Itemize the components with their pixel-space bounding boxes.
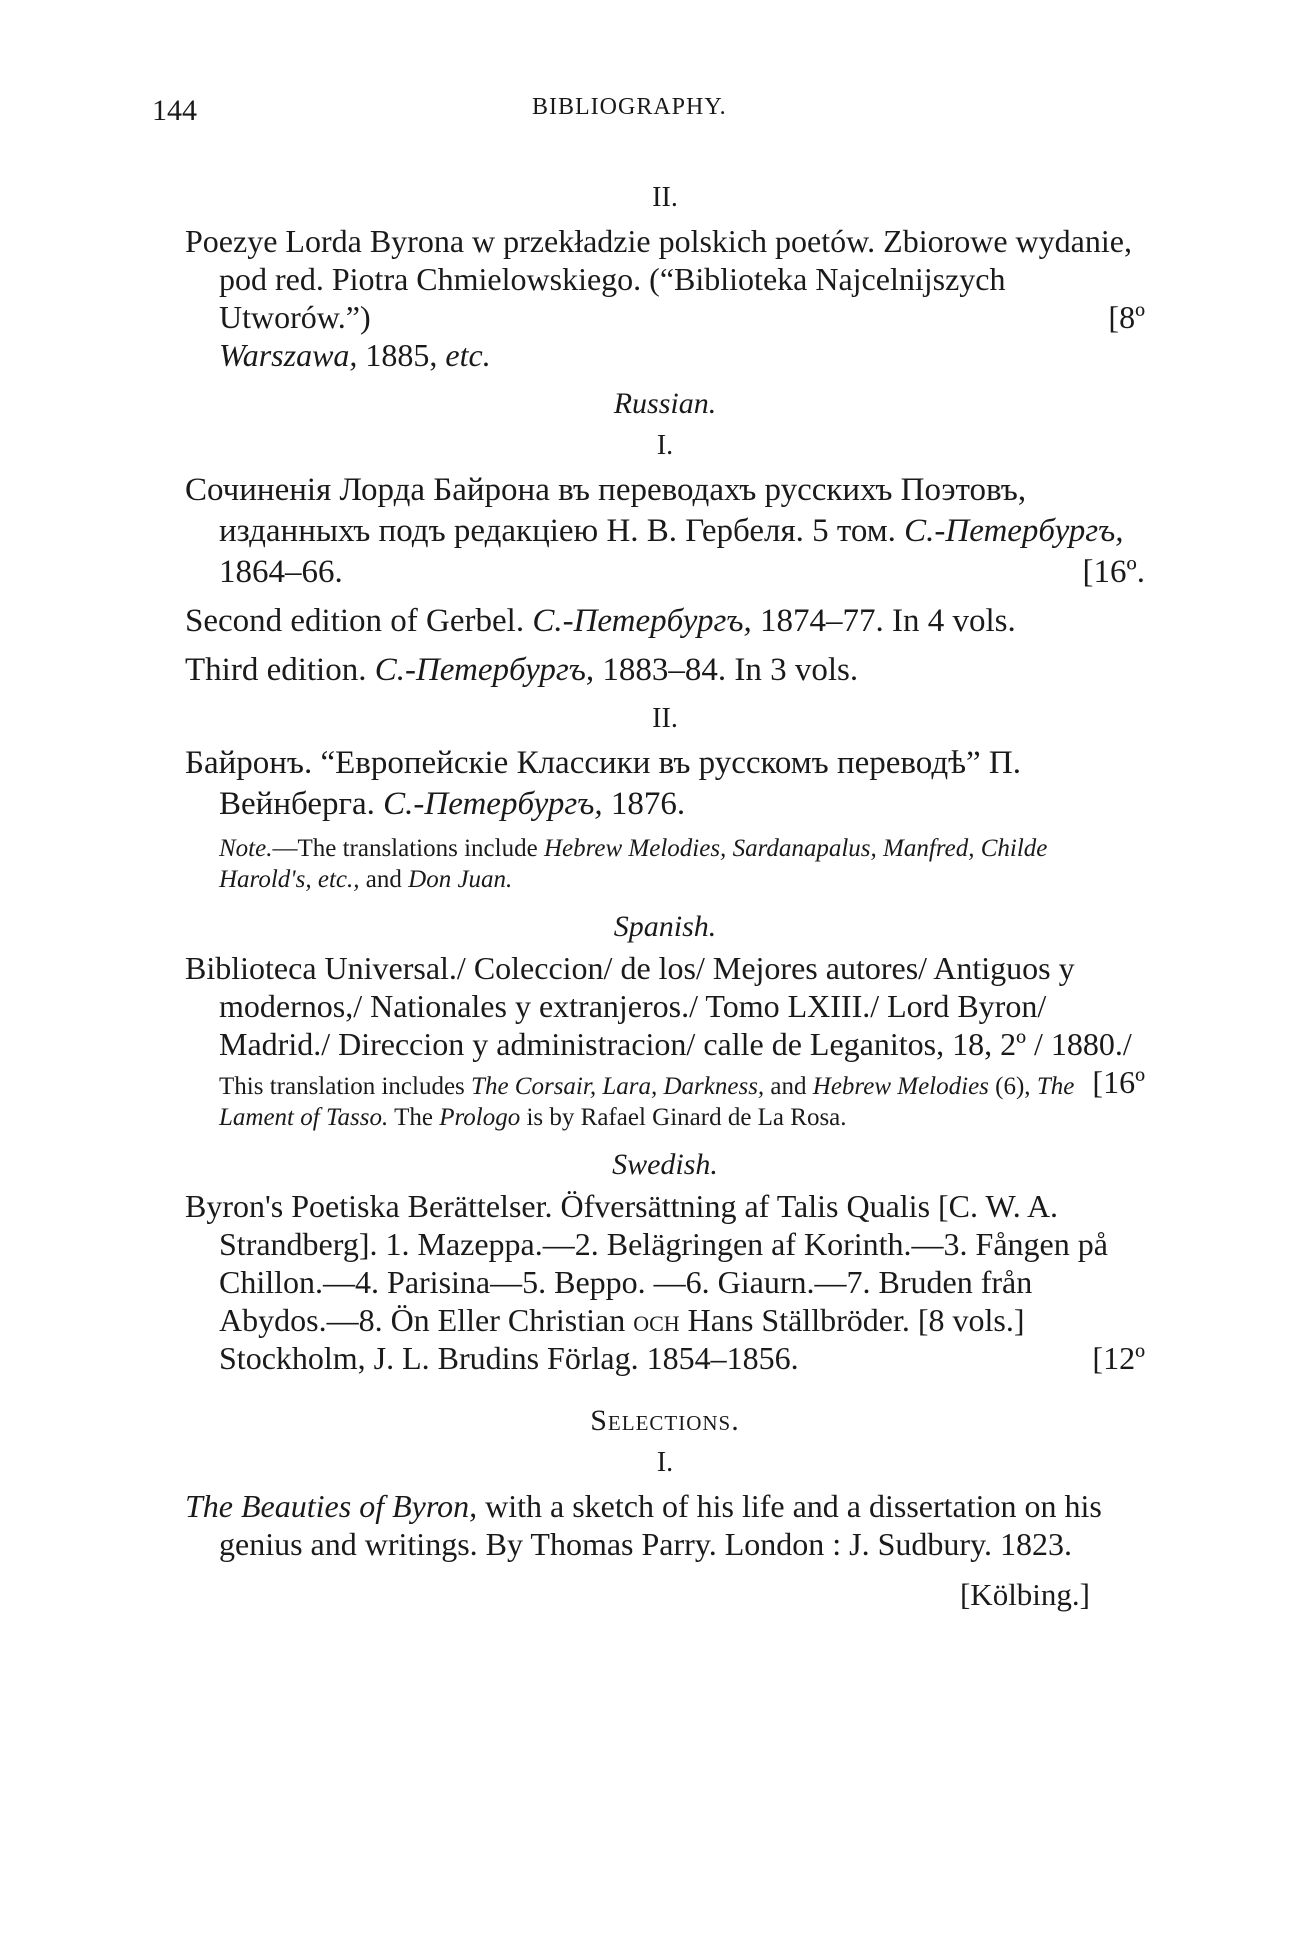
swedish-entry xyxy=(185,1187,1145,1377)
selections-title: The Beauties of Byron, xyxy=(185,1488,478,1524)
russian-numeral-2: II. xyxy=(652,703,678,734)
polish-place: Warszawa, xyxy=(219,337,358,373)
russian-note-label: Note. xyxy=(219,835,273,862)
russian-entry-3 xyxy=(185,650,1145,691)
swedish-heading: Swedish. xyxy=(612,1148,718,1181)
russian-entry4-place: С.-Петербургъ, xyxy=(383,786,603,822)
russian-note-title4: Childe Harold's, xyxy=(219,835,1048,893)
selections-heading: Selections. xyxy=(590,1404,740,1437)
russian-note-title3: Manfred, xyxy=(883,835,975,862)
spanish-note-and: and xyxy=(770,1073,807,1100)
russian-entry-2 xyxy=(185,601,1145,642)
russian-note xyxy=(185,833,1145,895)
russian-numeral-1: I. xyxy=(656,430,674,461)
russian-entry4-year: 1876. xyxy=(610,786,686,822)
russian-note-etc: etc., xyxy=(317,866,360,893)
russian-entry2-place: С.-Петербургъ, xyxy=(532,603,752,639)
russian-entry1-year: 1864–66. xyxy=(219,554,343,590)
russian-entry2-year: 1874–77. In 4 vols. xyxy=(759,603,1016,639)
page-body xyxy=(185,178,1145,1613)
russian-entry-1 xyxy=(185,470,1145,593)
russian-entry1-place: С.-Петербургъ, xyxy=(904,513,1124,549)
spanish-note-by: is by Rafael Ginard de La Rosa. xyxy=(526,1104,847,1131)
spanish-note-the: The xyxy=(394,1104,433,1131)
polish-year: 1885, xyxy=(365,337,438,373)
russian-entry3-place: С.-Петербургъ, xyxy=(374,652,595,688)
russian-note-title5: Don Juan. xyxy=(408,866,513,893)
polish-entry xyxy=(185,222,1145,374)
swedish-format: [12º xyxy=(1092,1340,1145,1376)
russian-entry2-text: Second edition of Gerbel. xyxy=(185,603,525,639)
spanish-note-title5: The Lament of Tasso. xyxy=(219,1073,1075,1131)
spanish-note xyxy=(185,1071,1145,1133)
russian-entry1-format: [16º. xyxy=(1082,554,1145,590)
swedish-entry-text-b: Hans Ställbröder. [8 vols.] Stockholm, J. L. Brudins Förlag. 1854–1856. xyxy=(219,1302,1025,1376)
polish-numeral: II. xyxy=(652,182,678,213)
page-header xyxy=(152,94,1152,134)
spanish-note-intro: This translation includes xyxy=(219,1073,465,1100)
russian-entry3-text: Third edition. xyxy=(185,652,367,688)
russian-entry-4 xyxy=(185,743,1145,825)
polish-format: [8º xyxy=(1108,299,1145,335)
running-head: BIBLIOGRAPHY. xyxy=(532,94,727,120)
page-number: 144 xyxy=(152,94,197,127)
russian-entry1-text: Сочиненія Лорда Байрона въ переводахъ русскихъ Поэтовъ, изданныхъ подъ редакціею Н. В. Гербеля. 5 том. xyxy=(185,472,1027,549)
russian-note-title1: Hebrew Melodies, xyxy=(543,835,727,862)
spanish-heading: Spanish. xyxy=(613,910,717,943)
spanish-note-title1: The Corsair, xyxy=(471,1073,597,1100)
polish-entry-text: Poezye Lorda Byrona w przekładzie polskich poetów. Zbiorowe wydanie, pod red. Piotra Chmielowskiego. (“Biblioteka Najcelnijszych Utworów.”) xyxy=(185,223,1132,335)
russian-note-title2: Sardanapalus, xyxy=(732,835,877,862)
polish-etc: etc. xyxy=(445,337,491,373)
russian-note-and: and xyxy=(365,866,402,893)
spanish-note-count: (6), xyxy=(995,1073,1031,1100)
russian-heading: Russian. xyxy=(613,387,717,420)
selections-numeral: I. xyxy=(656,1447,674,1478)
spanish-note-title2: Lara, xyxy=(602,1073,658,1100)
spanish-note-title3: Darkness, xyxy=(663,1073,765,1100)
russian-entry4-text: Байронъ. “Европейскіе Классики въ русскомъ переводѣ” П. Вейнберга. xyxy=(185,745,1022,822)
russian-note-text: —The translations include xyxy=(272,835,538,862)
swedish-entry-text-a: Byron's Poetiska Berättelser. Öfversättning af Talis Qualis [C. W. A. Strandberg]. 1. Mazeppa.—2. Belägringen af Korinth.—3. Fången på Chillon.—4. Parisina—5. Beppo. —6. Giaurn.—7. Bruden från Abydos.—8. Ön Eller Christian xyxy=(185,1188,1108,1338)
spanish-format: [16º xyxy=(1092,1064,1145,1100)
swedish-entry-och: och xyxy=(633,1302,680,1338)
spanish-entry-text: Biblioteca Universal./ Coleccion/ de los/ Mejores autores/ Antiguos y modernos,/ Nationales y extranjeros./ Tomo LXIII./ Lord Byron/ Madrid./ Direccion y administracion/ calle de Leganitos, 18, 2º / 1880./ xyxy=(185,950,1132,1062)
selections-entry xyxy=(185,1487,1145,1563)
credit: [Kölbing.] xyxy=(959,1577,1090,1612)
spanish-note-title4: Hebrew Melodies xyxy=(812,1073,989,1100)
russian-entry3-year: 1883–84. In 3 vols. xyxy=(602,652,859,688)
selections-entry-text: with a sketch of his life and a dissertation on his genius and writings. By Thomas Parry. London : J. Sudbury. 1823. xyxy=(219,1488,1102,1562)
spanish-note-title6: Prologo xyxy=(439,1104,521,1131)
